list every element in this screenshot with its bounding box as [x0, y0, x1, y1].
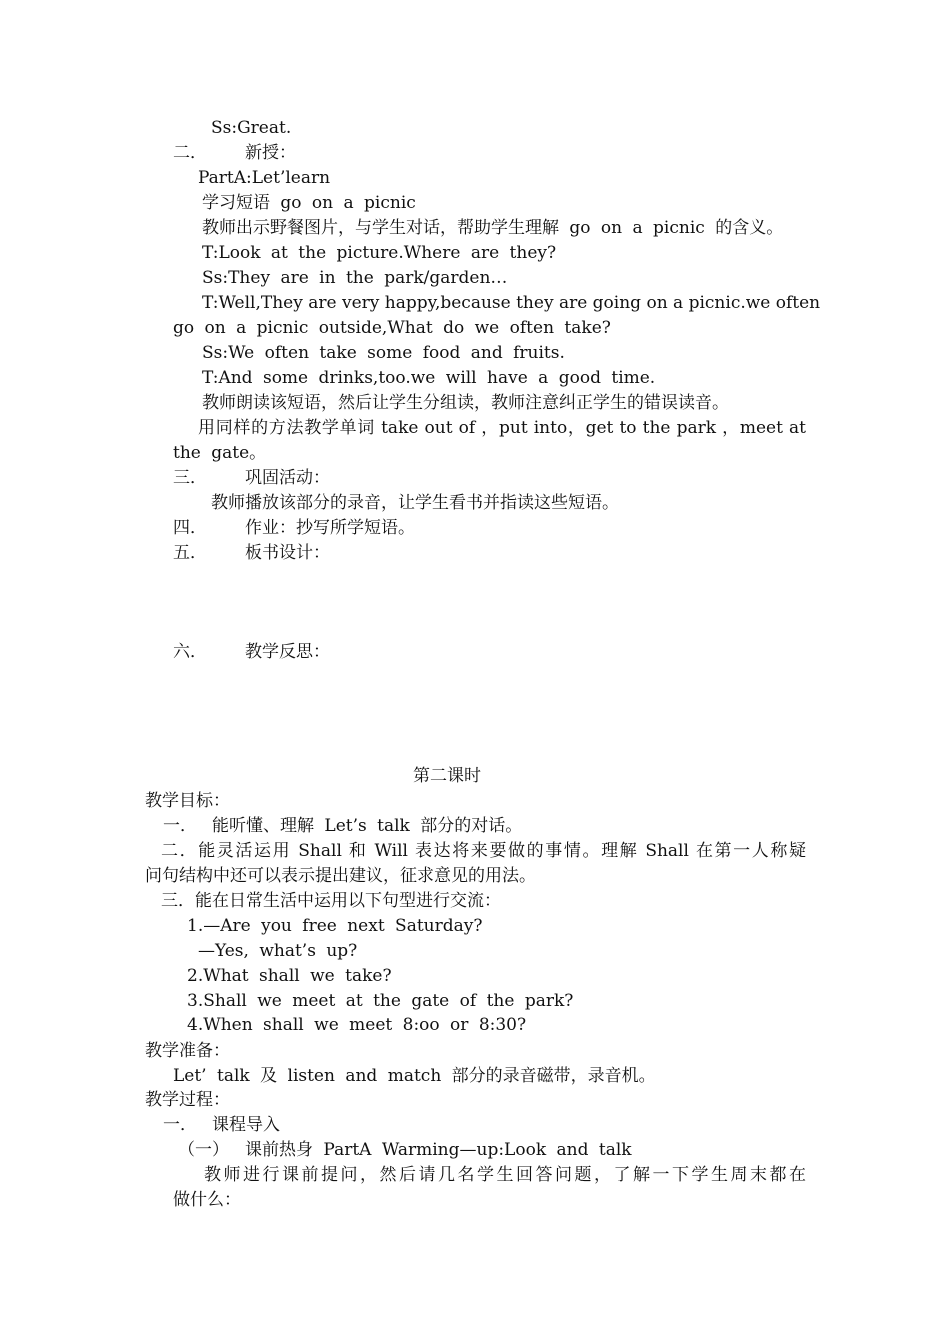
section-heading: 板书设计： [245, 543, 330, 563]
section-number: 三． [173, 468, 207, 488]
dialogue-line: T:Look at the picture.Where are they? [202, 243, 557, 263]
paragraph-line: the gate。 [173, 443, 267, 463]
paragraph-line: 教师播放该部分的录音，让学生看书并指读这些短语。 [211, 493, 619, 513]
dialogue-line: Ss:We often take some food and fruits. [202, 343, 565, 363]
section-number: 五． [173, 543, 207, 563]
section-number: 六． [173, 642, 207, 662]
process-heading: 教学过程： [145, 1090, 230, 1110]
paragraph-line: 学习短语 go on a picnic [202, 193, 416, 213]
sentence-pattern: —Yes, what’s up? [198, 941, 358, 961]
dialogue-line: T:Well,They are very happy,because they are going on a picnic.we often [202, 293, 821, 313]
dialogue-line: go on a picnic outside,What do we often take? [173, 318, 611, 338]
paragraph-line: 用同样的方法教学单词 take out of ，put into，get to the park ，meet at [198, 418, 806, 438]
section-heading: 新授： [245, 143, 296, 163]
sentence-pattern: 3.Shall we meet at the gate of the park? [187, 991, 574, 1011]
lesson-title: 第二课时 [413, 766, 481, 786]
process-number: （一） [178, 1140, 229, 1160]
section-heading: 教学反思： [245, 642, 330, 662]
part-title: PartA:Let’learn [198, 168, 331, 188]
sentence-pattern: 4.When shall we meet 8:oo or 8:30? [187, 1015, 527, 1035]
goals-heading: 教学目标： [145, 791, 230, 811]
goal-text: 三．能在日常生活中运用以下句型进行交流： [161, 891, 501, 911]
process-step: 课程导入 [212, 1115, 280, 1135]
goal-text: 能听懂、理解 Let’s talk 部分的对话。 [212, 816, 523, 836]
process-number: 一． [163, 1115, 197, 1135]
section-number: 四． [173, 518, 207, 538]
dialogue-line: T:And some drinks,too.we will have a good time. [202, 368, 656, 388]
goal-number: 一． [163, 816, 197, 836]
sentence-pattern: 1.—Are you free next Saturday? [187, 916, 483, 936]
paragraph-line: 教师朗读该短语，然后让学生分组读，教师注意纠正学生的错误读音。 [202, 393, 729, 413]
paragraph-line: 做什么： [173, 1190, 241, 1210]
prep-heading: 教学准备： [145, 1041, 230, 1061]
paragraph-line: 教师出示野餐图片，与学生对话，帮助学生理解 go on a picnic 的含义。 [202, 218, 784, 238]
dialogue-line: Ss:Great. [211, 118, 292, 138]
sentence-pattern: 2.What shall we take? [187, 966, 392, 986]
goal-text: 问句结构中还可以表示提出建议，征求意见的用法。 [145, 866, 536, 886]
goal-text: 二．能灵活运用 Shall 和 Will 表达将来要做的事情。理解 Shall 在第一人称疑 [161, 841, 806, 861]
prep-text: Let’ talk 及 listen and match 部分的录音磁带，录音机。 [173, 1066, 656, 1086]
section-number: 二． [173, 143, 207, 163]
process-step: 课前热身 PartA Warming—up:Look and talk [245, 1140, 632, 1160]
dialogue-line: Ss:They are in the park/garden… [202, 268, 508, 288]
paragraph-line: 教师进行课前提问，然后请几名学生回答问题，了解一下学生周末都在 [204, 1165, 806, 1185]
section-heading: 作业：抄写所学短语。 [245, 518, 415, 538]
section-heading: 巩固活动： [245, 468, 330, 488]
